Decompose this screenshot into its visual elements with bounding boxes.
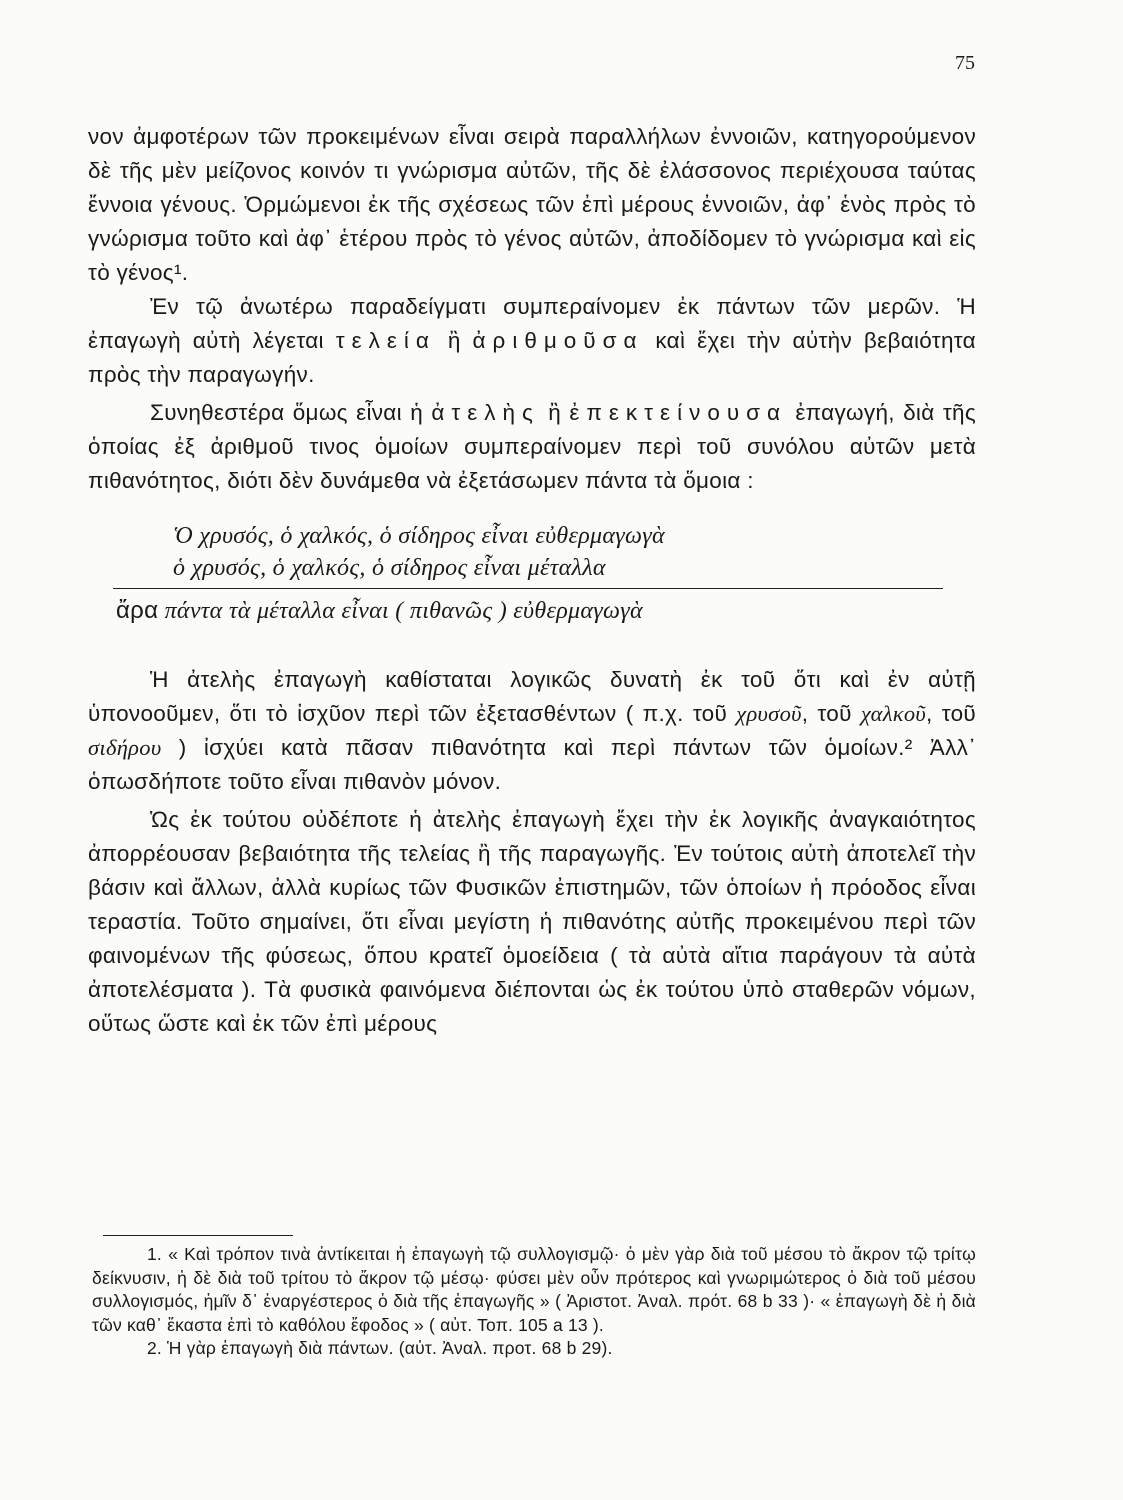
conclusion-ara: ἄρα (116, 597, 159, 624)
paragraph-3-text-b: ἢ (539, 400, 570, 425)
paragraph-2 (88, 290, 976, 392)
paragraph-4-text-a: Ἡ ἀτελὴς ἐπαγωγὴ καθίσταται λογικῶς δυνατὴ ἐκ τοῦ ὅτι καὶ ἐν αὐτῇ ὑπονοοῦμεν, ὅτι τὸ ἰσχῦον περὶ τῶν ἐξετασθέντων ( π.χ. τοῦ (88, 667, 976, 726)
paragraph-4-text-c: , τοῦ (926, 701, 977, 726)
paragraph-5: Ὡς ἐκ τούτου οὐδέποτε ἡ ἀτελὴς ἐπαγωγὴ ἔχει τὴν ἐκ λογικῆς ἀναγκαιότητος ἀπορρέουσαν βεβαιότητα τῆς τελείας ἢ τῆς παραγωγῆς. Ἐν τούτοις αὐτὴ ἀποτελεῖ τὴν βάσιν καὶ ἄλλων, ἀλλὰ κυρίως τῶν Φυσικῶν ἐπιστημῶν, τῶν ὁποίων ἡ πρόοδος εἶναι τεραστία. Τοῦτο σημαίνει, ὅτι εἶναι μεγίστη ἡ πιθανότης αὐτῆς προκειμένου περὶ τῶν φαινομένων τῆς φύσεως, ὅπου κρατεῖ ὁμοείδεια ( τὰ αὐτὰ αἴτια παράγουν τὰ αὐτὰ ἀποτελέσματα ). Τὰ φυσικὰ φαινόμενα διέπονται ὡς ἐκ τούτου ὑπὸ σταθερῶν νόμων, οὕτως ὥστε καὶ ἐκ τῶν ἐπὶ μέρους (88, 807, 976, 1036)
paragraph-4 (88, 663, 976, 799)
footnote-1: 1. « Καὶ τρόπον τινὰ ἀντίκειται ἡ ἐπαγωγὴ τῷ συλλογισμῷ· ὁ μὲν γὰρ διὰ τοῦ μέσου τὸ ἄκρον τῷ τρίτῳ δείκνυσιν, ἡ δὲ διὰ τοῦ τρίτου τὸ ἄκρον τῷ μέσῳ· φύσει μὲν οὖν πρότερος καὶ γνωριμώτερος ὁ διὰ τοῦ μέσου συλλογισμός, ἡμῖν δ᾽ ἐναργέστερος ὁ διὰ τῆς ἐπαγωγῆς » ( Ἀριστοτ. Ἀναλ. πρότ. 68 b 33 )· « ἐπαγωγὴ δὲ ἡ διὰ τῶν καθ᾽ ἕκαστα ἐπὶ τὸ καθόλου ἔφοδος » ( αὐτ. Τοπ. 105 a 13 ). (92, 1244, 976, 1335)
term-ateles: ἀτελὴς (431, 400, 540, 425)
footnotes (92, 1243, 976, 1361)
conclusion-pithanos: πιθανῶς (409, 598, 493, 624)
spacer (88, 627, 976, 663)
footnote-divider (103, 1235, 293, 1236)
paragraph-2-text-a: Ἐν τῷ ἀνωτέρω παραδείγματι συμπεραίνομεν ἐκ πάντων τῶν μερῶν. Ἡ ἐπαγωγὴ αὐτὴ λέγεται (88, 294, 976, 353)
paragraph-2-text-c: καὶ ἔχει τὴν αὐτὴν βεβαιότητα πρὸς τὴν παραγωγήν. (88, 328, 976, 387)
italic-chrysou: χρυσοῦ (736, 701, 802, 726)
term-epekteinousa: ἐπεκτείνουσα (569, 400, 788, 425)
italic-chalkou: χαλκοῦ (860, 701, 927, 726)
page-number: 75 (955, 52, 975, 74)
syllogism-premise-2: ὁ χρυσός, ὁ χαλκός, ὁ σίδηρος εἶναι μέταλλα (173, 555, 606, 581)
syllogism-premise-1: Ὁ χρυσός, ὁ χαλκός, ὁ σίδηρος εἶναι εὐθερμαγωγὰ (173, 523, 665, 549)
paragraph-4-text-d: ) ἰσχύει κατὰ πᾶσαν πιθανότητα καὶ περὶ πάντων τῶν ὁμοίων.² Ἀλλ᾽ ὁπωσδήποτε τοῦτο εἶναι πιθανὸν μόνον. (88, 735, 976, 794)
syllogism-example (88, 520, 976, 627)
paragraph-3-text-c: ἐπαγωγή, διὰ τῆς ὁποίας ἐξ ἀριθμοῦ τινος ὁμοίων συμπεραίνομεν περὶ τοῦ συνόλου αὐτῶν μετὰ πιθανότητος, διότι δὲν δυνάμεθα νὰ ἐξετάσωμεν πάντα τὰ ὅμοια : (88, 400, 976, 493)
conclusion-text-a: πάντα τὰ μέταλλα εἶναι ( (158, 598, 410, 624)
paragraph-3-text-a: Συνηθεστέρα ὅμως εἶναι ἡ (150, 400, 432, 425)
conclusion-text-c: ) εὐθερμαγωγὰ (492, 598, 643, 624)
paragraph-2-text-b: ἢ (435, 328, 473, 353)
main-text (88, 120, 976, 1041)
term-arithmousa: ἀριθμοῦσα (472, 328, 644, 353)
footnote-2: 2. Ἡ γὰρ ἐπαγωγὴ διὰ πάντων. (αὐτ. Ἀναλ. προτ. 68 b 29). (147, 1338, 613, 1358)
term-teleia: τελεία (335, 328, 436, 353)
paragraph-3 (88, 396, 976, 498)
syllogism-conclusion (116, 595, 976, 627)
paragraph-1: νον ἀμφοτέρων τῶν προκειμένων εἶναι σειρὰ παραλλήλων ἐννοιῶν, κατηγορούμενον δὲ τῆς μὲν μείζονος κοινόν τι γνώρισμα αὐτῶν, τῆς δὲ ἐλάσσονος περιέχουσα ταύτας ἔννοια γένους. Ὁρμώμενοι ἐκ τῆς σχέσεως τῶν ἐπὶ μέρους ἐννοιῶν, ἀφ᾽ ἑνὸς πρὸς τὸ γνώρισμα τοῦτο καὶ ἀφ᾽ ἑτέρου πρὸς τὸ γένος αὐτῶν, ἀποδίδομεν τὸ γνώρισμα καὶ εἰς τὸ γένος¹. (88, 124, 976, 285)
paragraph-4-text-b: , τοῦ (801, 701, 861, 726)
syllogism-divider (113, 588, 943, 589)
italic-sidirou: σιδήρου (88, 735, 162, 760)
